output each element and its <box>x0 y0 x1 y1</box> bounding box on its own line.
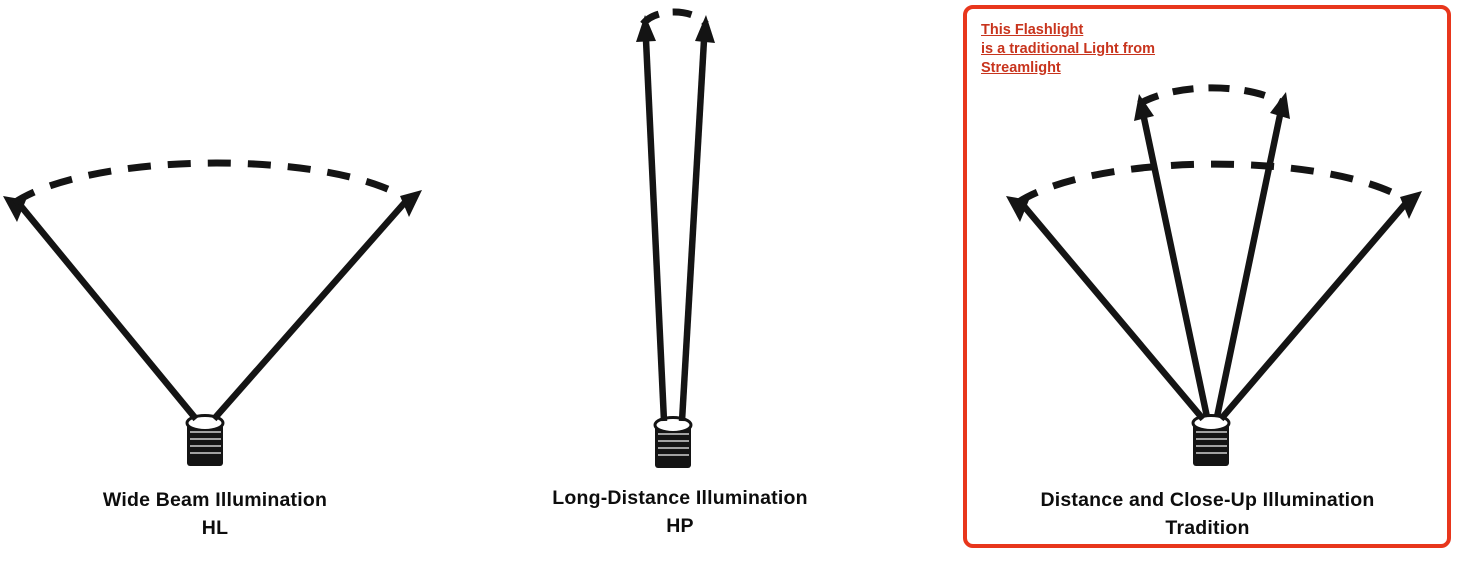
caption-line-1: Long-Distance Illumination <box>552 487 808 509</box>
beam-arrow-icon-wide-left <box>1006 196 1203 419</box>
flashlight-icon <box>1193 416 1229 467</box>
flashlight-icon <box>187 416 223 467</box>
panel-caption <box>450 485 910 540</box>
dashed-arc-icon-outer <box>1017 164 1403 203</box>
dashed-arc-icon <box>14 163 402 203</box>
wide-beam-illustration <box>0 0 430 561</box>
panel-long-distance <box>450 0 910 561</box>
flashlight-icon <box>655 418 691 469</box>
long-distance-illustration <box>450 0 910 561</box>
panel-caption <box>955 487 1460 542</box>
caption-line-2: Tradition <box>1165 516 1250 539</box>
beam-arrow-icon-left <box>3 196 196 419</box>
panel-wide-beam <box>0 0 430 561</box>
dashed-arc-icon-inner <box>1139 88 1284 104</box>
beam-arrow-icon-narrow-right <box>1217 92 1290 417</box>
panel-distance-and-close-up <box>955 0 1460 561</box>
beam-arrow-icon-narrow-left <box>1134 94 1207 417</box>
beam-arrow-icon-wide-right <box>1221 191 1422 419</box>
annotation-line-1: This Flashlight <box>981 22 1084 38</box>
caption-line-2: HL <box>201 516 229 539</box>
caption-line-2: HP <box>666 514 694 537</box>
beam-arrow-icon-right <box>214 190 422 419</box>
annotation-note <box>981 21 1211 78</box>
combined-illustration <box>955 0 1460 561</box>
caption-line-1: Wide Beam Illumination <box>102 489 328 511</box>
caption-line-1: Distance and Close-Up Illumination <box>1040 489 1375 511</box>
beam-arrow-icon-right <box>682 15 715 421</box>
dashed-arc-icon <box>643 12 706 24</box>
annotation-line-3: Streamlight <box>981 59 1061 76</box>
panel-caption <box>0 487 430 542</box>
annotation-line-2: is a traditional Light from <box>981 40 1156 57</box>
beam-arrow-icon-left <box>636 15 664 421</box>
